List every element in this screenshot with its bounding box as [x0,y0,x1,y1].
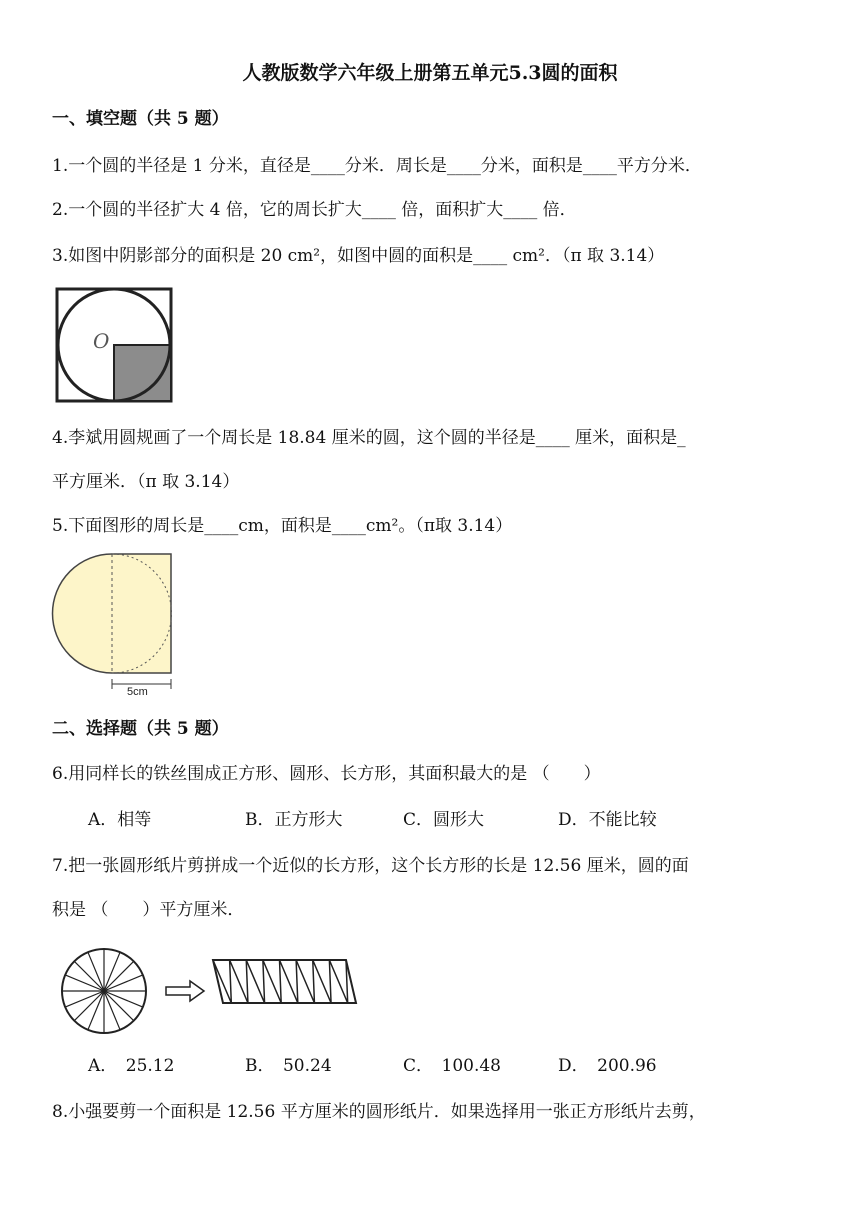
dimension-label: 5cm [127,686,148,698]
arrow-icon [166,981,204,1001]
question-2: 2.一个圆的半径扩大 4 倍，它的周长扩大____ 倍，面积扩大____ 倍． [52,200,577,220]
sector-circle [62,949,146,1033]
q6-option-b: B．正方形大 [245,810,343,830]
question-8-line-1: 8.小强要剪一个面积是 12.56 平方厘米的圆形纸片．如果选择用一张正方形纸片去剪， [52,1102,706,1122]
question-4-line-2: 平方厘米．（π 取 3.14） [52,472,240,492]
q7-figure [58,945,360,1035]
q6-option-a: A．相等 [88,810,152,830]
question-3: 3.如图中阴影部分的面积是 20 cm²，如图中圆的面积是____ cm²．（π 取 3.14） [52,246,665,266]
q6-option-c: C．圆形大 [403,810,485,830]
question-7-line-2: 积是 （ ）平方厘米． [52,900,245,920]
q5-figure [50,552,174,696]
question-4-line-1: 4.李斌用圆规画了一个周长是 18.84 厘米的圆，这个圆的半径是____ 厘米，面积是_ [52,428,686,448]
section-heading-fill-in: 一、填空题（共 5 题） [52,109,229,129]
q7-option-c: C． 100.48 [403,1056,501,1076]
question-1: 1.一个圆的半径是 1 分米，直径是____分米．周长是____分米，面积是____平方分米． [52,156,702,176]
q7-option-b: B． 50.24 [245,1056,332,1076]
section-heading-choice: 二、选择题（共 5 题） [52,719,229,739]
composite-shape [53,554,172,673]
approximate-rectangle [213,960,356,1003]
q3-figure [54,288,174,404]
question-5: 5.下面图形的周长是____cm，面积是____cm²。（π取 3.14） [52,516,513,536]
q7-option-a: A． 25.12 [88,1056,175,1076]
center-label: O [93,329,110,353]
q7-option-d: D． 200.96 [558,1056,657,1076]
question-6: 6.用同样长的铁丝围成正方形、圆形、长方形，其面积最大的是 （ ） [52,764,601,784]
q6-option-d: D．不能比较 [558,810,657,830]
question-7-line-1: 7.把一张圆形纸片剪拼成一个近似的长方形，这个长方形的长是 12.56 厘米，圆的面 [52,856,689,876]
page-title: 人教版数学六年级上册第五单元5.3圆的面积 [242,62,618,84]
rectangle-outline [213,960,356,1003]
